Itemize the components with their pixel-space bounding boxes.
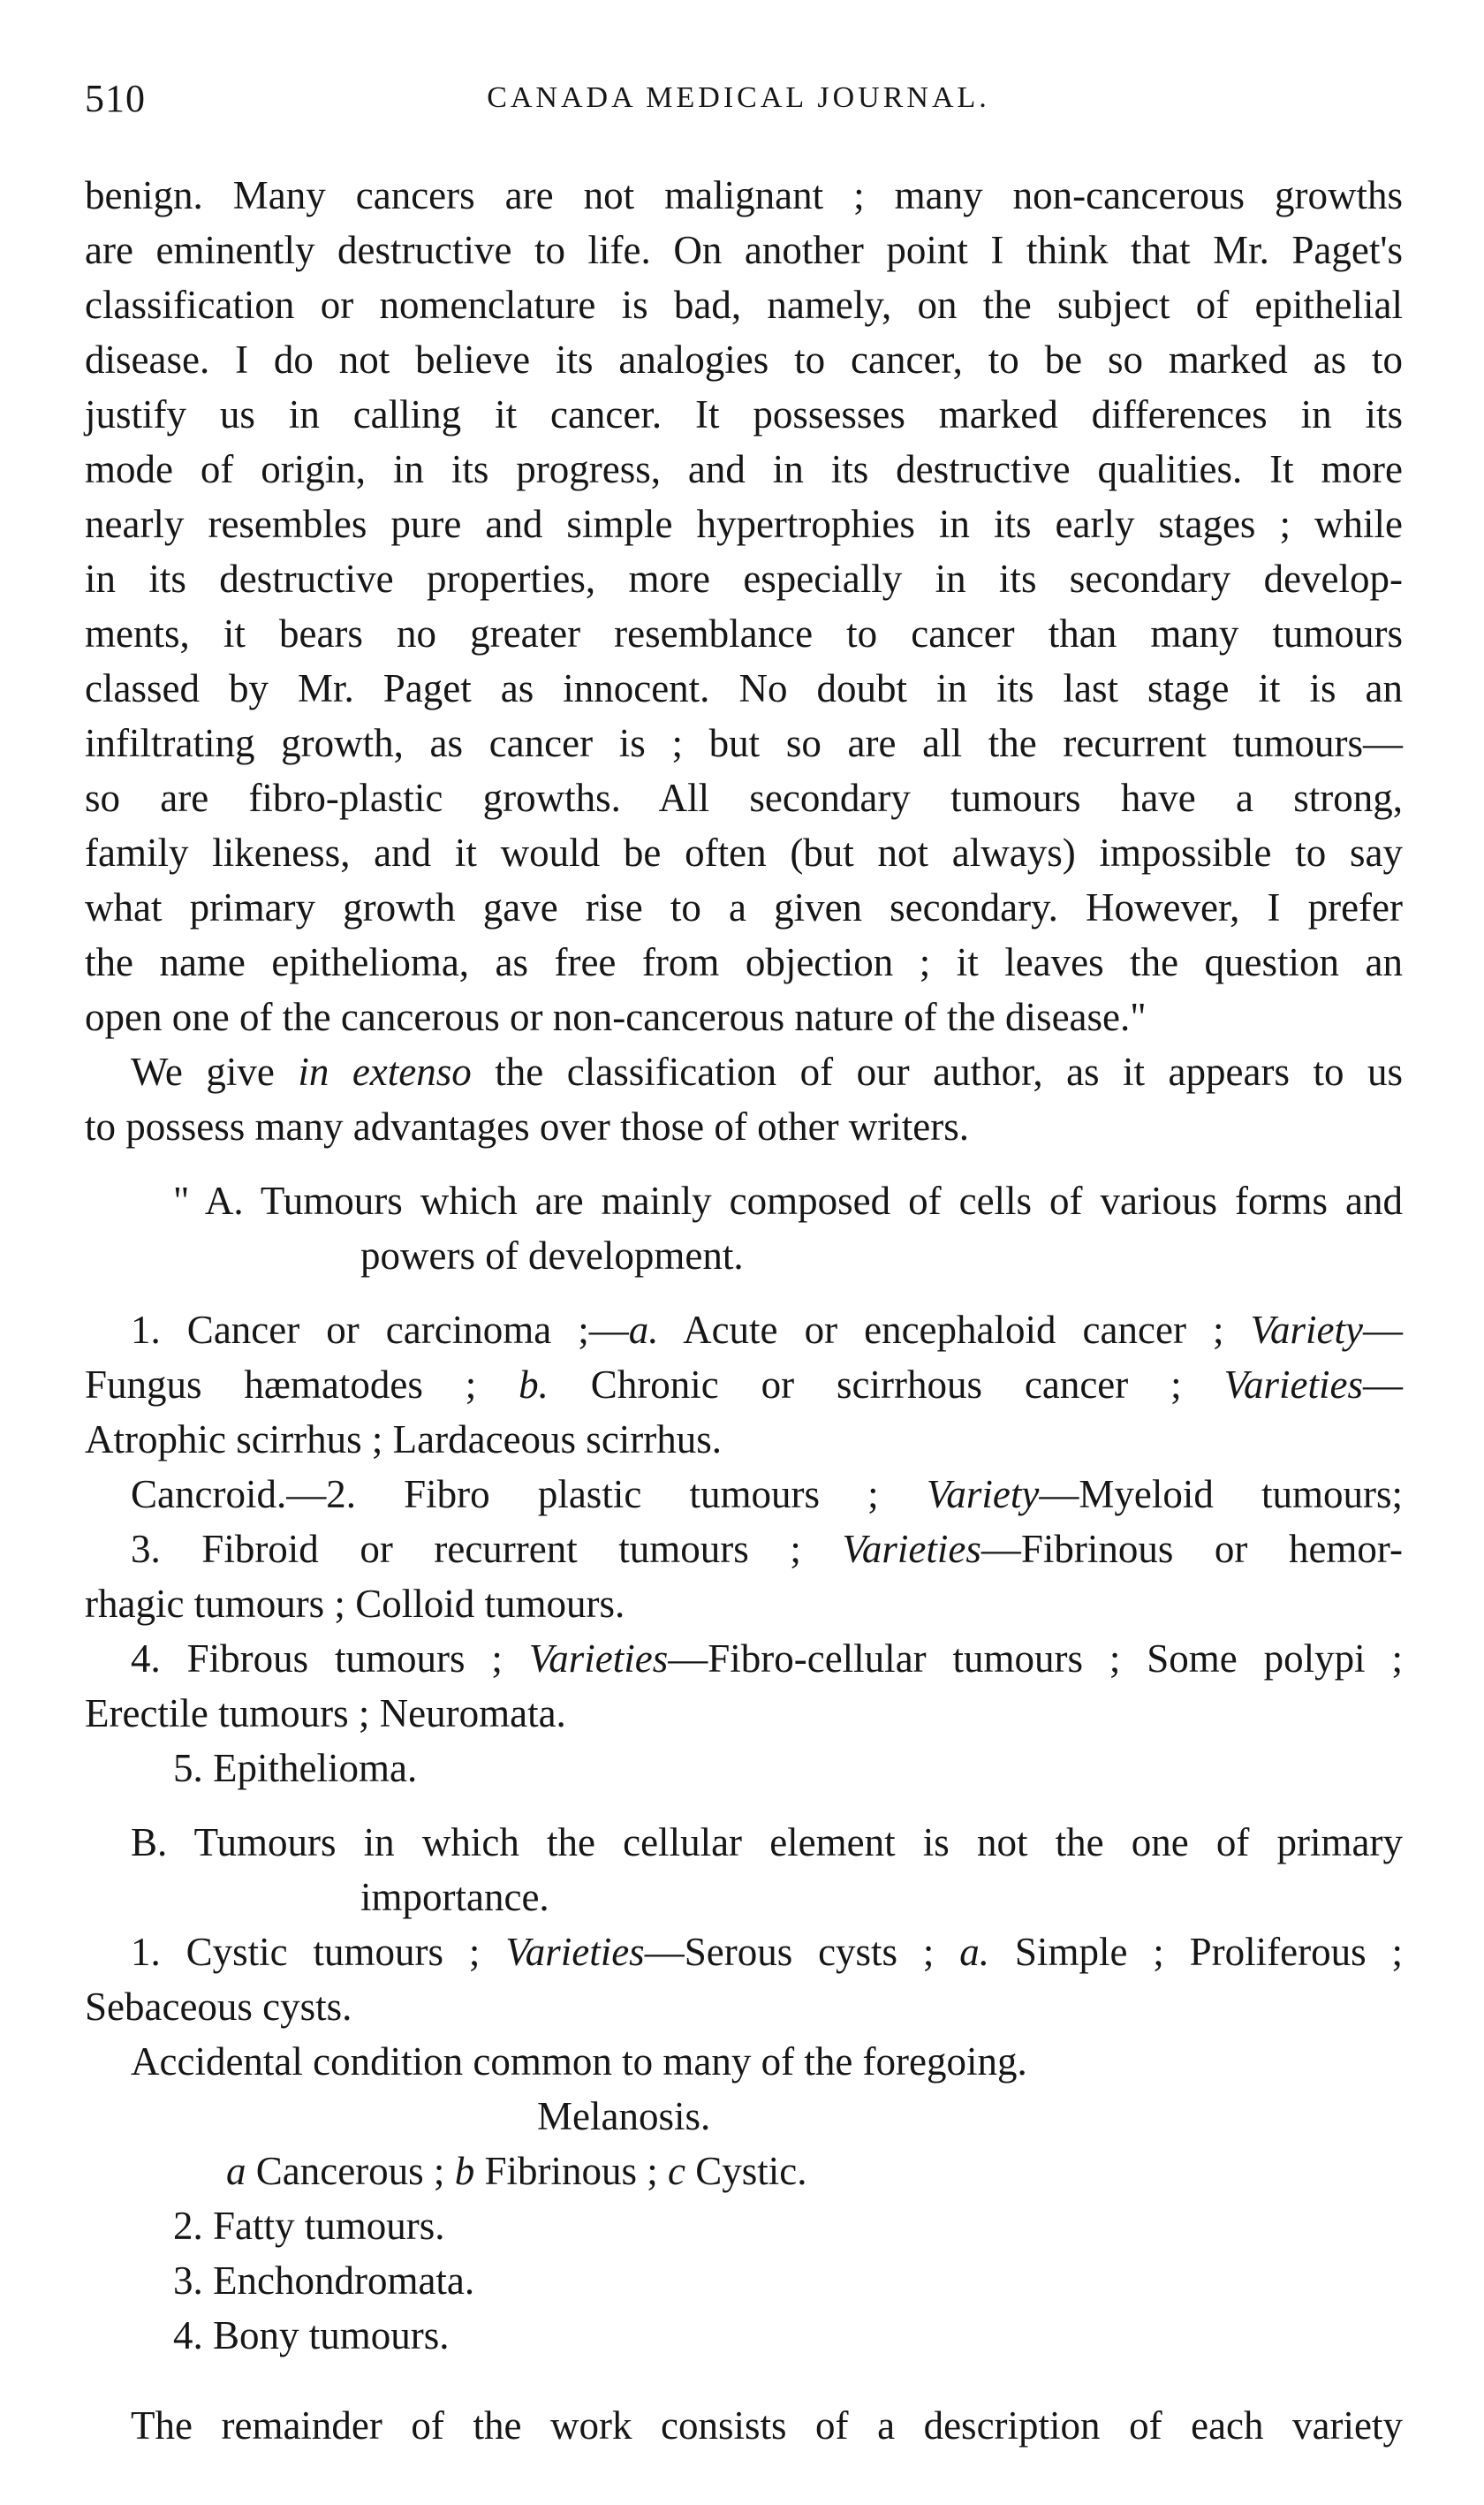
accidental-condition: Accidental condition common to many of the foregoing. [131, 2039, 1027, 2084]
text-line: infiltrating growth, as cancer is ; but so are all the recurrent tumours— [85, 721, 1403, 765]
text-run: Chronic or scirrhous cancer ; [548, 1363, 1224, 1407]
text-run: We give [131, 1050, 299, 1094]
running-title: CANADA MEDICAL JOURNAL. [487, 81, 990, 114]
italic-phrase: Varieties [505, 1930, 645, 1974]
class-heading-cont: powers of development. [360, 1234, 744, 1278]
text-line: open one of the cancerous or non-cancerous nature of the disease." [85, 995, 1147, 1039]
text-line: classed by Mr. Paget as innocent. No doubt in its last stage it is an [85, 666, 1403, 710]
page-body [85, 168, 1403, 2453]
text-run: Acute or encephaloid cancer ; [658, 1308, 1251, 1352]
text-line: are eminently destructive to life. On another point I think that Mr. Paget's [85, 228, 1403, 272]
text-line: rhagic tumours ; Colloid tumours. [85, 1582, 625, 1626]
text-run: Cancerous ; [246, 2149, 455, 2193]
italic-letter: b [454, 2149, 475, 2193]
italic-phrase: in extenso [298, 1050, 472, 1094]
italic-phrase: Variety [926, 1472, 1040, 1516]
italic-letter: a [226, 2149, 246, 2193]
text-run: Cystic. [685, 2149, 807, 2193]
intro-paragraph [85, 1044, 1403, 1154]
text-run: — [1363, 1363, 1403, 1407]
italic-phrase: Varieties [842, 1527, 981, 1571]
text-line: the name epithelioma, as free from objection ; it leaves the question an [85, 940, 1403, 984]
closing-line: The remainder of the work consists of a description of each variety [131, 2403, 1403, 2448]
text-line [85, 1302, 1403, 1357]
text-run: 3. Fibroid or recurrent tumours ; [131, 1527, 843, 1571]
italic-phrase: a. [628, 1308, 659, 1352]
text-run: Fungus hæmatodes ; [85, 1363, 519, 1407]
text-run: —Fibro-cellular tumours ; Some polypi ; [668, 1636, 1403, 1681]
text-line: what primary growth gave rise to a given secondary. However, I prefer [85, 885, 1403, 930]
item-cancroid [85, 1467, 1403, 1522]
quote-paragraph [85, 168, 1403, 1044]
italic-phrase: a. [959, 1930, 990, 1974]
text-run: 4. Fibrous tumours ; [131, 1636, 529, 1681]
text-line: disease. I do not believe its analogies to cancer, to be so marked as to [85, 338, 1403, 382]
classification-b [85, 1815, 1403, 1924]
text-line: so are fibro-plastic growths. All secondary tumours have a strong, [85, 776, 1403, 820]
text-run: 1. Cancer or carcinoma ;— [131, 1308, 629, 1352]
text-line [85, 1924, 1403, 1979]
text-line: Atrophic scirrhus ; Lardaceous scirrhus. [85, 1417, 723, 1461]
text-line: in its destructive properties, more especially in its secondary develop- [85, 557, 1403, 601]
text-line: classification or nomenclature is bad, namely, on the subject of epithelial [85, 283, 1403, 327]
page-number: 510 [85, 77, 146, 120]
text-run: the classification of our author, as it appears to us [471, 1050, 1403, 1094]
item-cancer [85, 1302, 1403, 1467]
text-line: justify us in calling it cancer. It possesses marked differences in its [85, 392, 1403, 436]
text-line [85, 1522, 1403, 1576]
text-run: —Fibrinous or hemor- [980, 1527, 1403, 1571]
item-fibroid [85, 1522, 1403, 1631]
text-line: benign. Many cancers are not malignant ; many non-cancerous growths [85, 173, 1403, 217]
class-heading: " A. Tumours which are mainly composed of cells of various forms and [173, 1179, 1403, 1223]
text-run: —Serous cysts ; [644, 1930, 960, 1974]
running-header [85, 76, 1392, 129]
text-line [85, 1357, 1403, 1412]
text-run: Fibrinous ; [474, 2149, 668, 2193]
italic-letter: c [667, 2149, 685, 2193]
class-heading: B. Tumours in which the cellular element is not the one of primary [131, 1820, 1403, 1864]
text-run: Simple ; Proliferous ; [989, 1930, 1403, 1974]
text-line: Erectile tumours ; Neuromata. [85, 1691, 566, 1735]
text-run: Cancroid.—2. Fibro plastic tumours ; [131, 1472, 927, 1516]
italic-phrase: b. [519, 1363, 549, 1407]
item-fatty: 2. Fatty tumours. [173, 2204, 445, 2248]
text-run: 1. Cystic tumours ; [131, 1930, 506, 1974]
text-line: nearly resembles pure and simple hypertrophies in its early stages ; while [85, 502, 1403, 546]
item-enchondromata: 3. Enchondromata. [173, 2258, 475, 2303]
text-line [85, 1631, 1403, 1686]
italic-phrase: Varieties [528, 1636, 669, 1681]
item-fibrous [85, 1631, 1403, 1741]
text-run: —Myeloid tumours; [1039, 1472, 1404, 1516]
text-line: family likeness, and it would be often (but not always) impossible to say [85, 831, 1403, 875]
melanosis-kinds [85, 2144, 1403, 2198]
item-epithelioma: 5. Epithelioma. [173, 1746, 418, 1790]
text-run: — [1363, 1308, 1403, 1352]
text-line: ments, it bears no greater resemblance to cancer than many tumours [85, 611, 1403, 656]
text-line: to possess many advantages over those of other writers. [85, 1104, 970, 1149]
italic-phrase: Variety [1250, 1308, 1363, 1352]
text-line [85, 1044, 1403, 1099]
italic-phrase: Varieties [1223, 1363, 1363, 1407]
text-line: Sebaceous cysts. [85, 1985, 352, 2029]
text-line: mode of origin, in its progress, and in its destructive qualities. It more [85, 447, 1403, 491]
melanosis-heading: Melanosis. [537, 2094, 711, 2138]
item-cystic [85, 1924, 1403, 2034]
classification-a [85, 1173, 1403, 1283]
class-heading-cont: importance. [360, 1875, 549, 1919]
item-bony: 4. Bony tumours. [173, 2313, 450, 2357]
